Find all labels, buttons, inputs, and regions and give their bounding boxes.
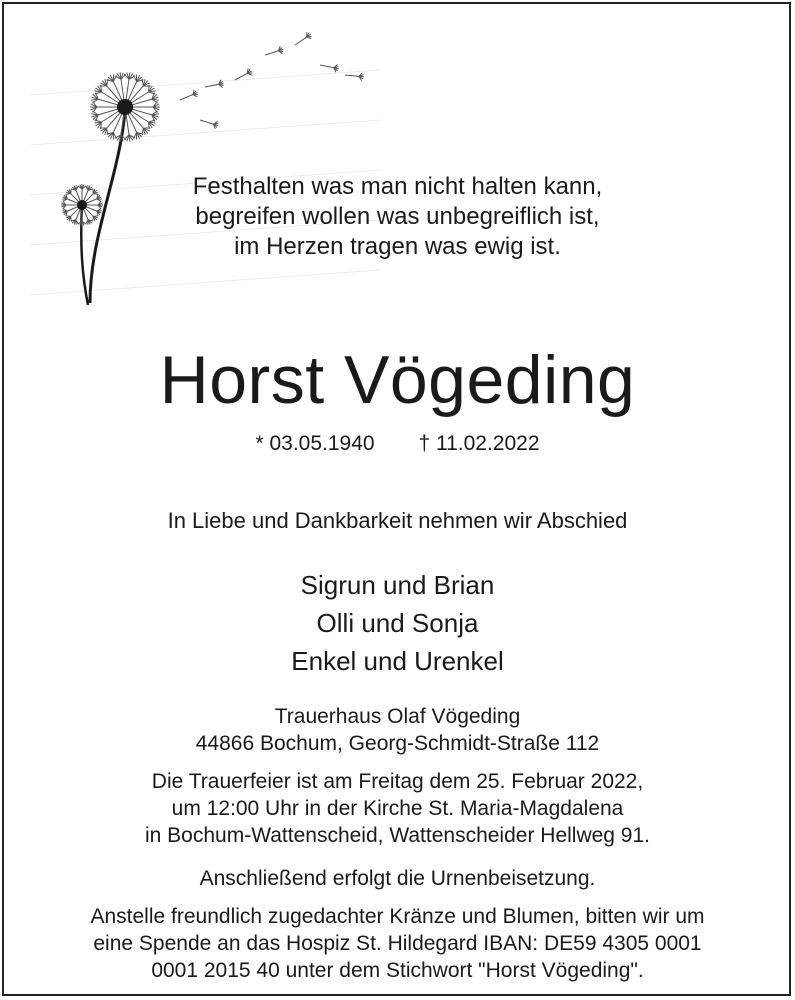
deceased-name: Horst Vögeding: [159, 342, 636, 418]
funeral-home-address: 44866 Bochum, Georg-Schmidt-Straße 112: [195, 732, 600, 755]
donation-line: Anstelle freundlich zugedachter Kränze und Blumen, bitten wir um: [90, 905, 705, 928]
service-line: in Bochum-Wattenscheid, Wattenscheider Hellweg 91.: [144, 824, 650, 847]
mourner-entry: Sigrun und Brian: [300, 570, 495, 600]
urn-burial-note: Anschließend erfolgt die Urnenbeisetzung.: [199, 867, 596, 890]
mourner-entry: Enkel und Urenkel: [291, 646, 504, 676]
funeral-home-name: Trauerhaus Olaf Vögeding: [274, 705, 521, 728]
life-dates: [0, 430, 795, 458]
donation-line: eine Spende an das Hospiz St. Hildegard IBAN: DE59 4305 0001: [93, 932, 702, 955]
service-line: um 12:00 Uhr in der Kirche St. Maria-Magdalena: [171, 797, 624, 820]
death-date: † 11.02.2022: [418, 432, 540, 455]
farewell-text: In Liebe und Dankbarkeit nehmen wir Abschied: [167, 508, 628, 533]
poem: [0, 172, 795, 262]
service-info: [0, 768, 795, 849]
donation-request: [0, 903, 795, 984]
poem-line: Festhalten was man nicht halten kann,: [192, 173, 603, 200]
poem-line: begreifen wollen was unbegreiflich ist,: [195, 203, 600, 230]
donation-line: 0001 2015 40 unter dem Stichwort "Horst Vögeding".: [151, 959, 644, 982]
mourner-entry: Olli und Sonja: [316, 608, 479, 638]
service-line: Die Trauerfeier ist am Freitag dem 25. Februar 2022,: [151, 770, 644, 793]
funeral-home: [0, 703, 795, 757]
poem-line: im Herzen tragen was ewig ist.: [234, 233, 561, 260]
birth-date: * 03.05.1940: [255, 432, 375, 455]
mourners-list: [0, 566, 795, 680]
